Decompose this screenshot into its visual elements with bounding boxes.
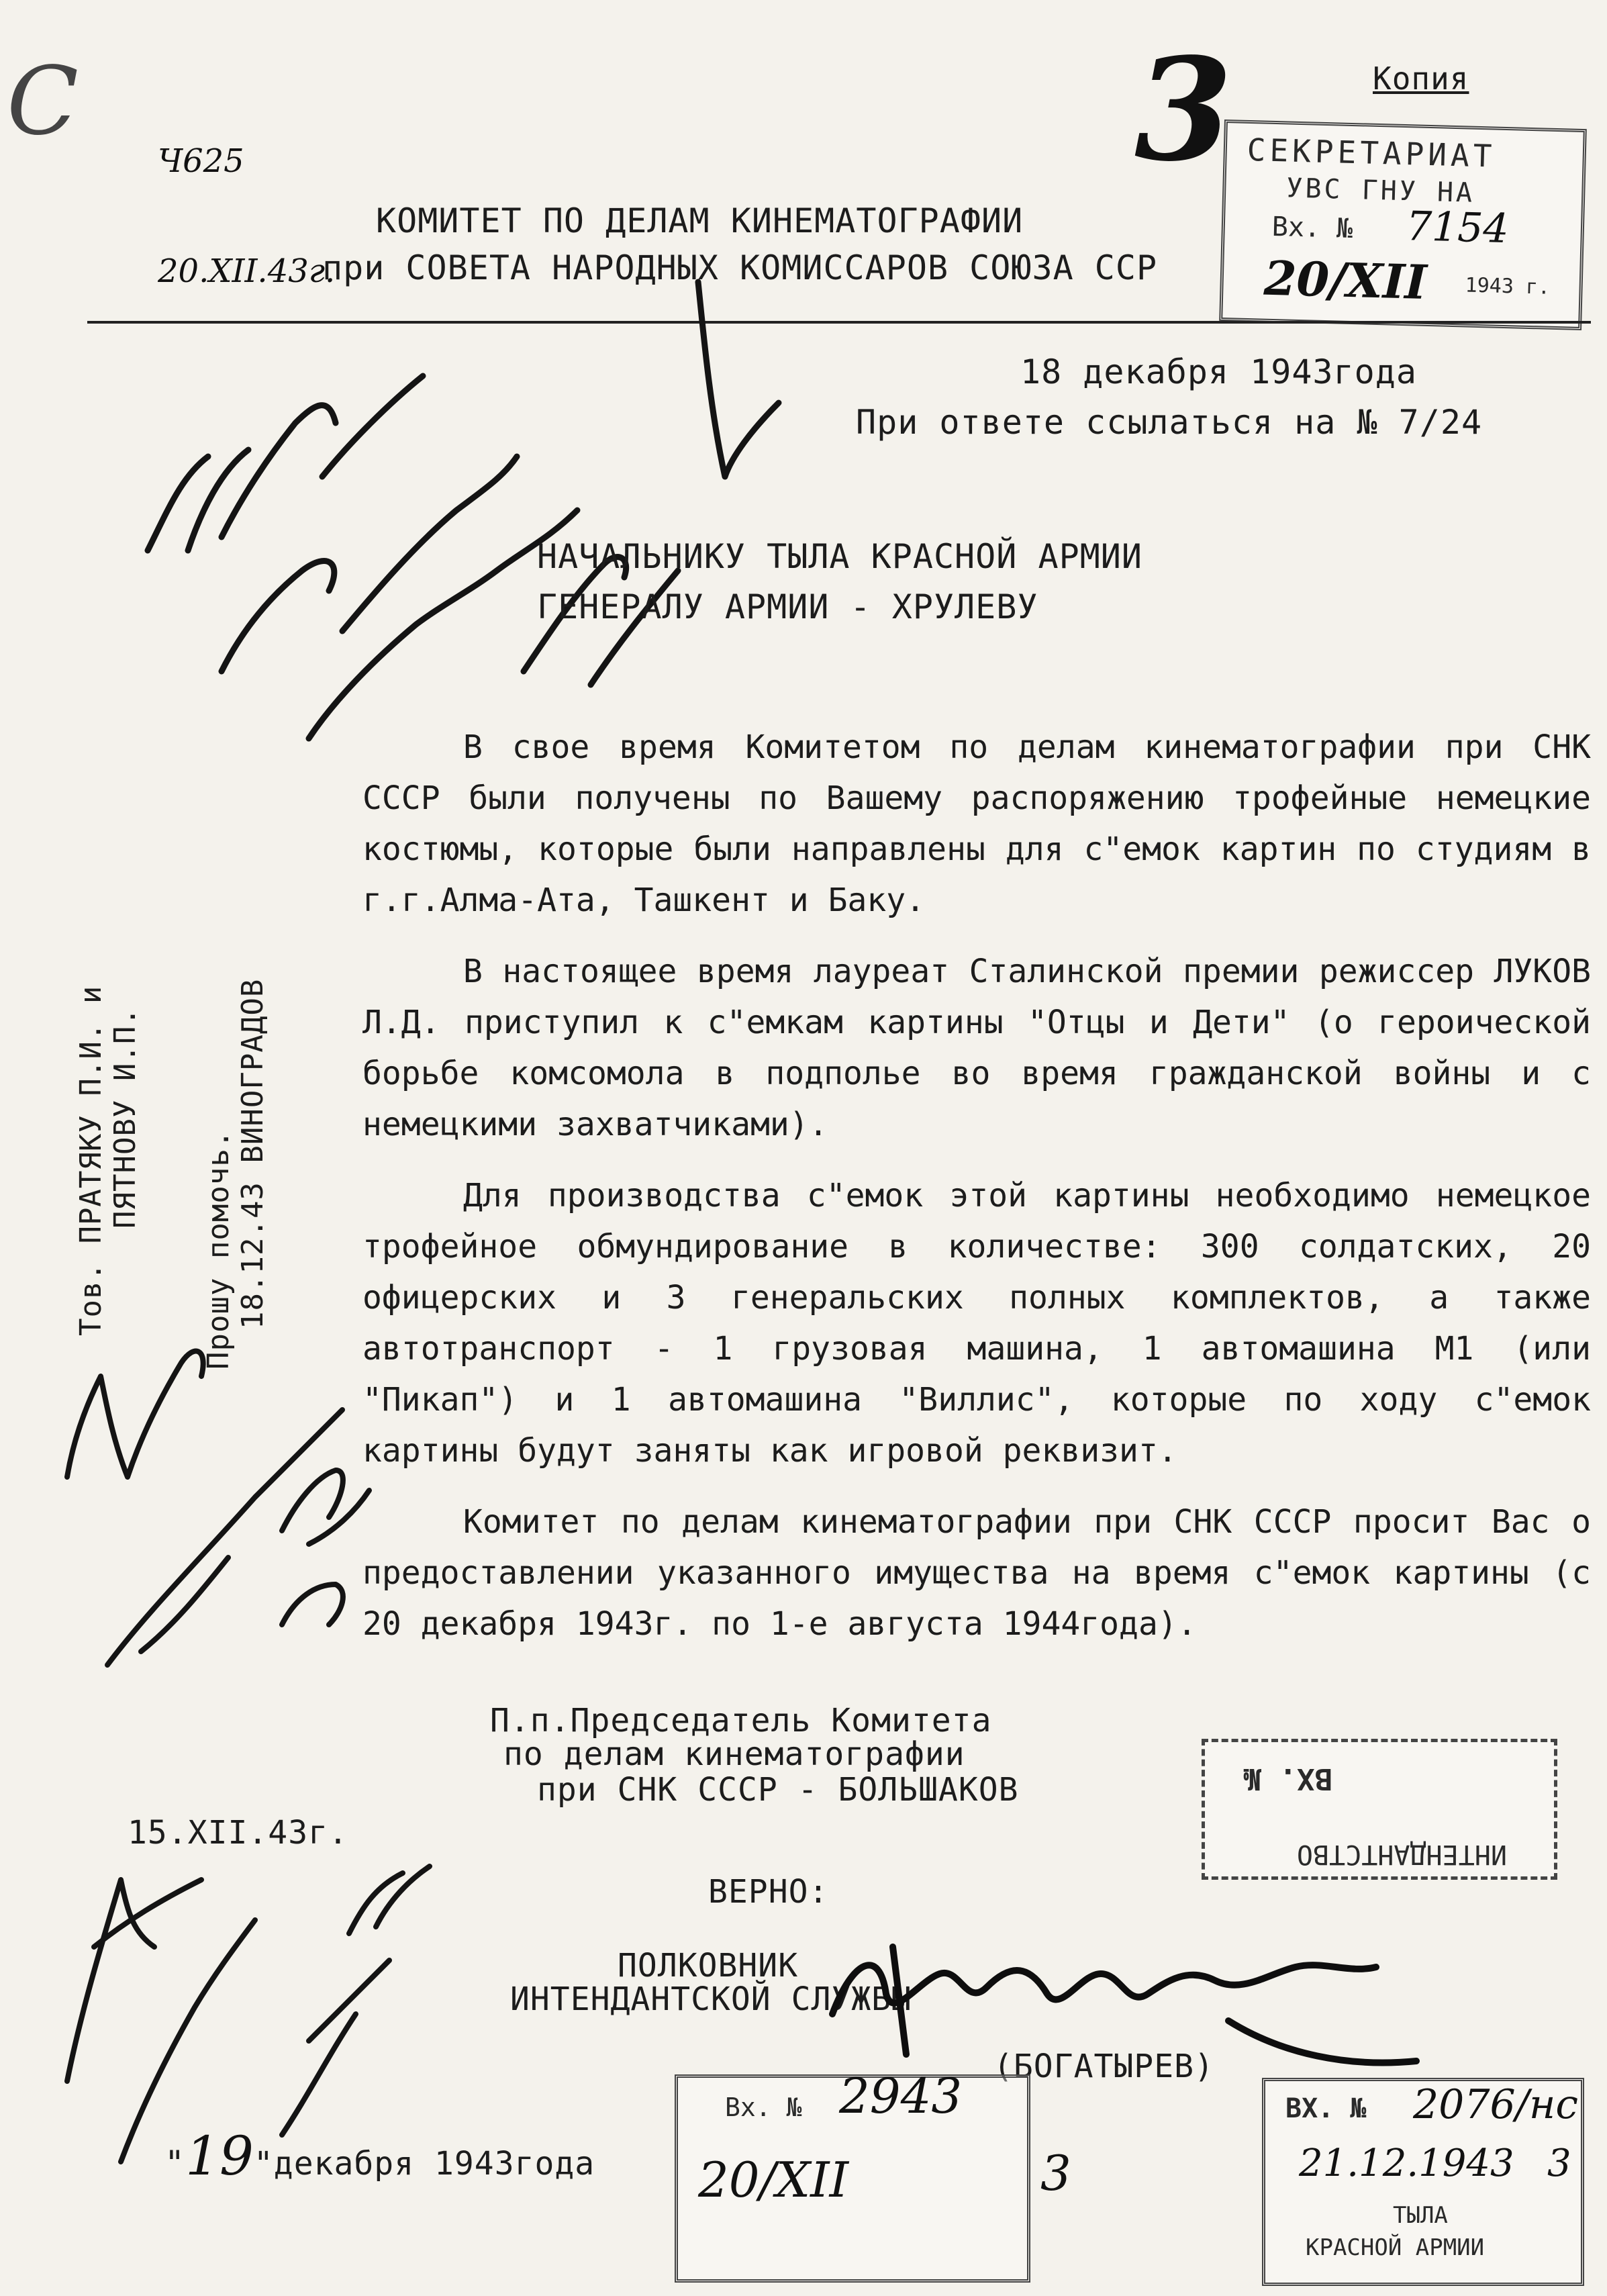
corner-pencil-mark: C	[7, 47, 79, 156]
handwritten-resolution	[107, 255, 846, 765]
margin-note-line3: Прошу помочь.	[201, 1129, 236, 1370]
signature-chair-line3: при СНК СССР - БОЛЬШАКОВ	[537, 1771, 1019, 1809]
stamp-secretariat-number: 7154	[1406, 203, 1510, 253]
stamp-secretariat-in-label: Вх. №	[1271, 211, 1353, 245]
body-paragraph-3: Для производства с"емок этой картины необходимо немецкое трофейное обмундирование в количестве: 300 солдатских, 20 офицерских и 3 генеральских полных комплектов, а также автотранспорт - 1 грузовая машина, 1 автомашина М1 (или "Пикап") и 1 автомашина "Виллис", которые по ходу с"емок картины будут заняты как игровой реквизит.	[362, 1177, 1591, 1470]
reference-number: При ответе ссылаться на № 7/24	[856, 403, 1483, 442]
stamp-center-date: 20/XII	[698, 2152, 849, 2208]
stamp-right-date: 21.12.1943	[1299, 2142, 1514, 2185]
letter-date: 18 декабря 1943года	[1020, 352, 1417, 391]
stamp-center-sheets: 3	[1040, 2145, 1071, 2201]
stamp-center-number: 2943	[839, 2068, 963, 2124]
letter-body	[362, 722, 1591, 1649]
handwritten-registration-date: 20.XII.43г.	[158, 252, 336, 290]
bottom-date	[164, 2125, 595, 2187]
bottom-date-rest: "декабря 1943года	[253, 2145, 595, 2183]
committee-name-line2: при СОВЕТА НАРОДНЫХ КОМИССАРОВ СОЮЗА ССР	[322, 248, 1158, 287]
stamp-right-dept: ТЫЛА	[1393, 2202, 1448, 2229]
stamp-secretariat-date: 20/XII	[1263, 250, 1428, 310]
certification-name: (БОГАТЫРЕВ)	[993, 2048, 1214, 2085]
margin-note-line2: ПЯТНОВУ И.П.	[108, 1007, 142, 1229]
stamp-intendant-line1: ИНТЕНДАНТСТВО	[1296, 1839, 1507, 1870]
intendant-stamp	[1202, 1739, 1557, 1880]
incoming-stamp-center	[675, 2068, 1071, 2283]
margin-note-line4: 18.12.43 ВИНОГРАДОВ	[236, 978, 270, 1329]
stamp-secretariat-dept: УВС ГНУ НА	[1285, 173, 1475, 209]
body-paragraph-1: В свое время Комитетом по делам кинематографии при СНК СССР были получены по Вашему распоряжению трофейные немецкие костюмы, которые были направлены для с"емок картин по студиям в г.г.Алма-Ата, Ташкент и Баку.	[362, 728, 1591, 919]
margin-note-line1: Тов. ПРАТЯКУ П.И. и	[74, 985, 108, 1336]
handwritten-registration-number: Ч625	[158, 142, 244, 180]
stamp-right-number: 2076/нс	[1413, 2081, 1579, 2128]
stamp-secretariat-year: 1943 г.	[1465, 273, 1551, 299]
body-paragraph-4: Комитет по делам кинематографии при СНК СССР просит Вас о предоставлении указанного имущества на время с"емок картины (с 20 декабря 1943г. по 1-е августа 1944года).	[362, 1503, 1591, 1643]
document-number-mark: 3	[1134, 27, 1233, 193]
addressee-line2: ГЕНЕРАЛУ АРМИИ - ХРУЛЕВУ	[537, 587, 1038, 626]
stamp-secretariat-title: СЕКРЕТАРИАТ	[1247, 131, 1497, 175]
stamp-right-label: ВХ. №	[1285, 2093, 1367, 2124]
signature-margin-date: 15.XII.43г.	[128, 1814, 348, 1852]
certification-verno: ВЕРНО:	[708, 1873, 829, 1911]
signature-chair-line1: П.п.Председатель Комитета	[490, 1702, 992, 1739]
certification-rank-line1: ПОЛКОВНИК	[618, 1947, 799, 1984]
body-paragraph-2: В настоящее время лауреат Сталинской премии режиссер ЛУКОВ Л.Д. приступил к с"емкам картины "Отцы и Дети" (о героической борьбе комсомола в подполье во время гражданской войны и с немецкими захватчиками).	[362, 953, 1591, 1143]
stamp-center-label: Вх. №	[725, 2093, 802, 2122]
stamp-intendant-line2: ВХ. №	[1243, 1762, 1332, 1796]
signature-chair-line2: по делам кинематографии	[503, 1735, 965, 1773]
addressee-line1: НАЧАЛЬНИКУ ТЫЛА КРАСНОЙ АРМИИ	[537, 537, 1142, 576]
committee-name-line1: КОМИТЕТ ПО ДЕЛАМ КИНЕМАТОГРАФИИ	[376, 201, 1024, 240]
stamp-right-army: КРАСНОЙ АРМИИ	[1306, 2234, 1485, 2261]
bottom-date-open-quote: "	[164, 2144, 186, 2183]
secretariat-stamp	[1219, 119, 1587, 330]
stamp-right-sheets: 3	[1547, 2142, 1571, 2185]
bottom-date-day: 19	[185, 2125, 254, 2187]
incoming-stamp-right	[1262, 2078, 1584, 2286]
certification-rank-line2: ИНТЕНДАНТСКОЙ СЛУЖБЫ	[510, 1980, 912, 2018]
handwritten-margin-annotations	[27, 1276, 443, 2182]
copy-label: Копия	[1373, 60, 1469, 97]
